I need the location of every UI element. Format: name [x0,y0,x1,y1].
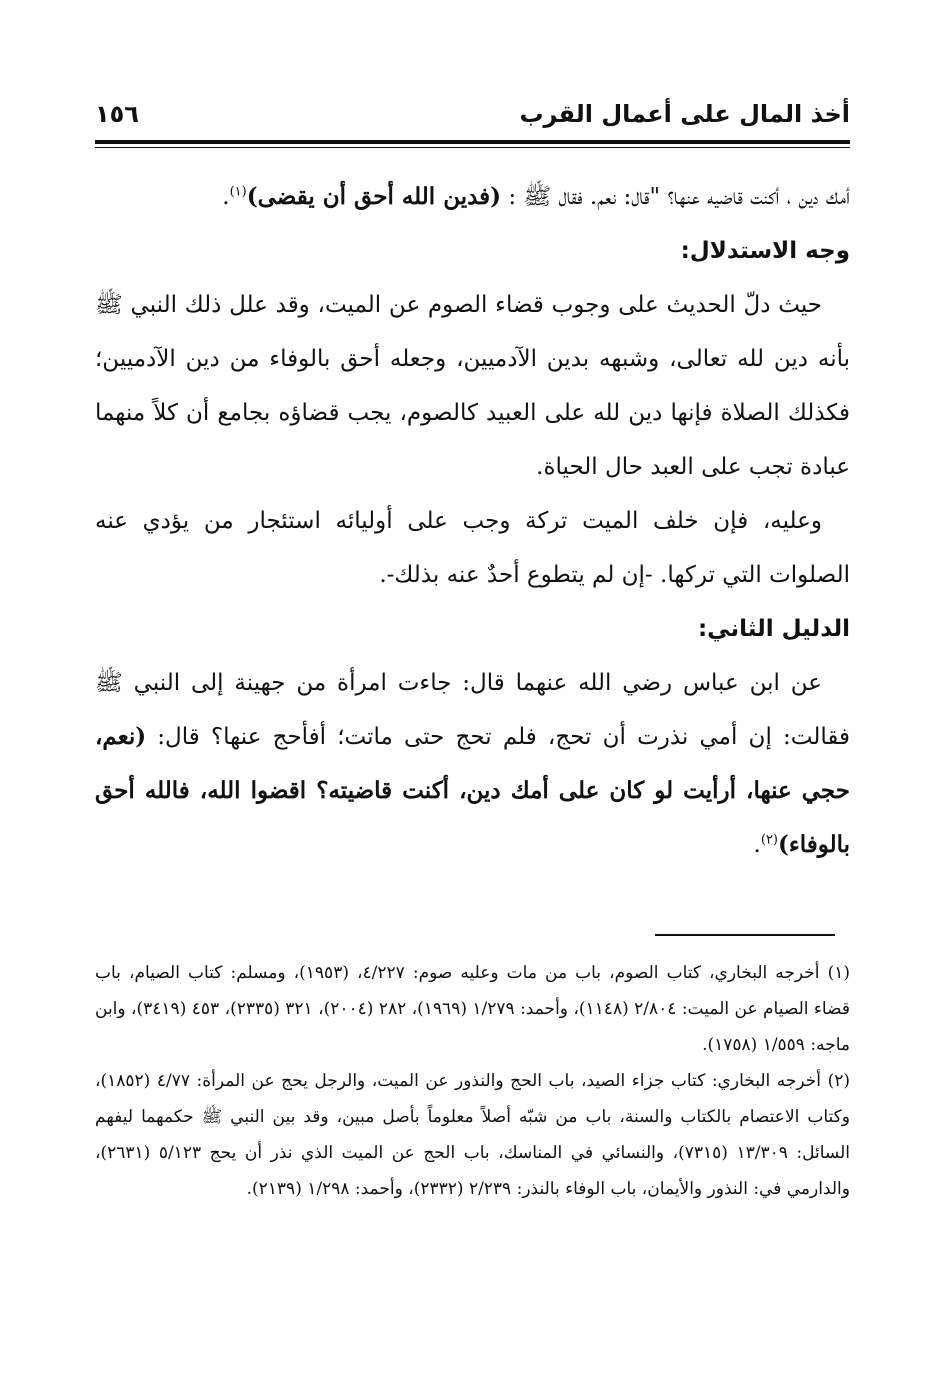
p1-text: أمك دين ، أكنت قاضيه عنها؟ "قال: نعم. فقال ﷺ : [501,184,850,210]
paragraph-second-hadith [95,656,850,872]
main-text [95,170,850,872]
page-number: ١٥٦ [95,100,139,128]
p1-quote: (فدين الله أحق أن يقضى) [246,183,502,210]
p1-end: . [222,184,230,210]
footnote-ref-1: (١) [229,184,247,200]
footnote-1: (١) أخرجه البخاري، كتاب الصوم، باب من مات وعليه صوم: ٤/٢٢٧، (١٩٥٣)، ومسلم: كتاب الصيام، باب قضاء الصيام عن الميت: ٢/٨٠٤ (١١٤٨)، وأحمد: ١/٢٧٩ (١٩٦٩)، ٢٨٢ (٢٠٠٤)، ٣٢١ (٢٣٣٥)، ٤٥٣ (٣٤١٩)، وابن ماجه: ١/٥٥٩ (١٧٥٨). [95,963,850,1055]
footnote-separator [655,934,835,936]
header-rule-thin [95,147,850,148]
p4-quote: (نعم، حجي عنها، أرأيت لو كان على أمك دين، أكنت قاضيته؟ اقضوا الله، فالله أحق بالوفاء) [95,723,850,858]
paragraph-hadith-continuation [95,170,850,224]
footnote-2: (٢) أخرجه البخاري: كتاب جزاء الصيد، باب الحج والنذور عن الميت، والرجل يحج عن المرأة: ٤/٧٧ (١٨٥٢)، وكتاب الاعتصام بالكتاب والسنة، باب من شبّه أصلاً معلوماً بأصل مبين، وقد بين النبي ﷺ حكمهما ليفهم السائل: ١٣/٣٠٩ (٧٣١٥)، والنسائي في المناسك، باب الحج عن الميت الذي نذر أن يحج ٥/١٢٣ (٢٦٣١)، والدارمي في: النذور والأيمان، باب الوفاء بالنذر: ٢/٢٣٩ (٢٣٣٢)، وأحمد: ١/٢٩٨ (٢١٣٩). [95,1071,850,1199]
p4-end: . [753,832,761,858]
paragraph-inference: حيث دلّ الحديث على وجوب قضاء الصوم عن الميت، وقد علل ذلك النبي ﷺ بأنه دين لله تعالى، وشبهه بدين الآدميين، وجعله أحق بالوفاء من دين الآدميين؛ فكذلك الصلاة فإنها دين لله على العبيد كالصوم، يجب قضاؤه بجامع أن كلاً منهما عبادة تجب على العبد حال الحياة. [95,292,850,480]
footnote-ref-2: (٢) [760,832,778,848]
heading-evidence: وجه الاستدلال: [680,238,850,264]
paragraph-conclusion: وعليه، فإن خلف الميت تركة وجب على أوليائه استئجار من يؤدي عنه الصلوات التي تركها. -إن لم يتطوع أحدٌ عنه بذلك-. [95,508,850,588]
header-rule-thick [95,140,850,144]
page-header [95,100,850,140]
running-title: أخذ المال على أعمال القرب [519,100,850,128]
p4-text: عن ابن عباس رضي الله عنهما قال: جاءت امرأة من جهينة إلى النبي ﷺ فقالت: إن أمي نذرت أن تحج، فلم تحج حتى ماتت؛ أفأحج عنها؟ قال: [95,670,850,750]
footnotes [95,955,850,1207]
heading-second-evidence: الدليل الثاني: [697,616,850,642]
